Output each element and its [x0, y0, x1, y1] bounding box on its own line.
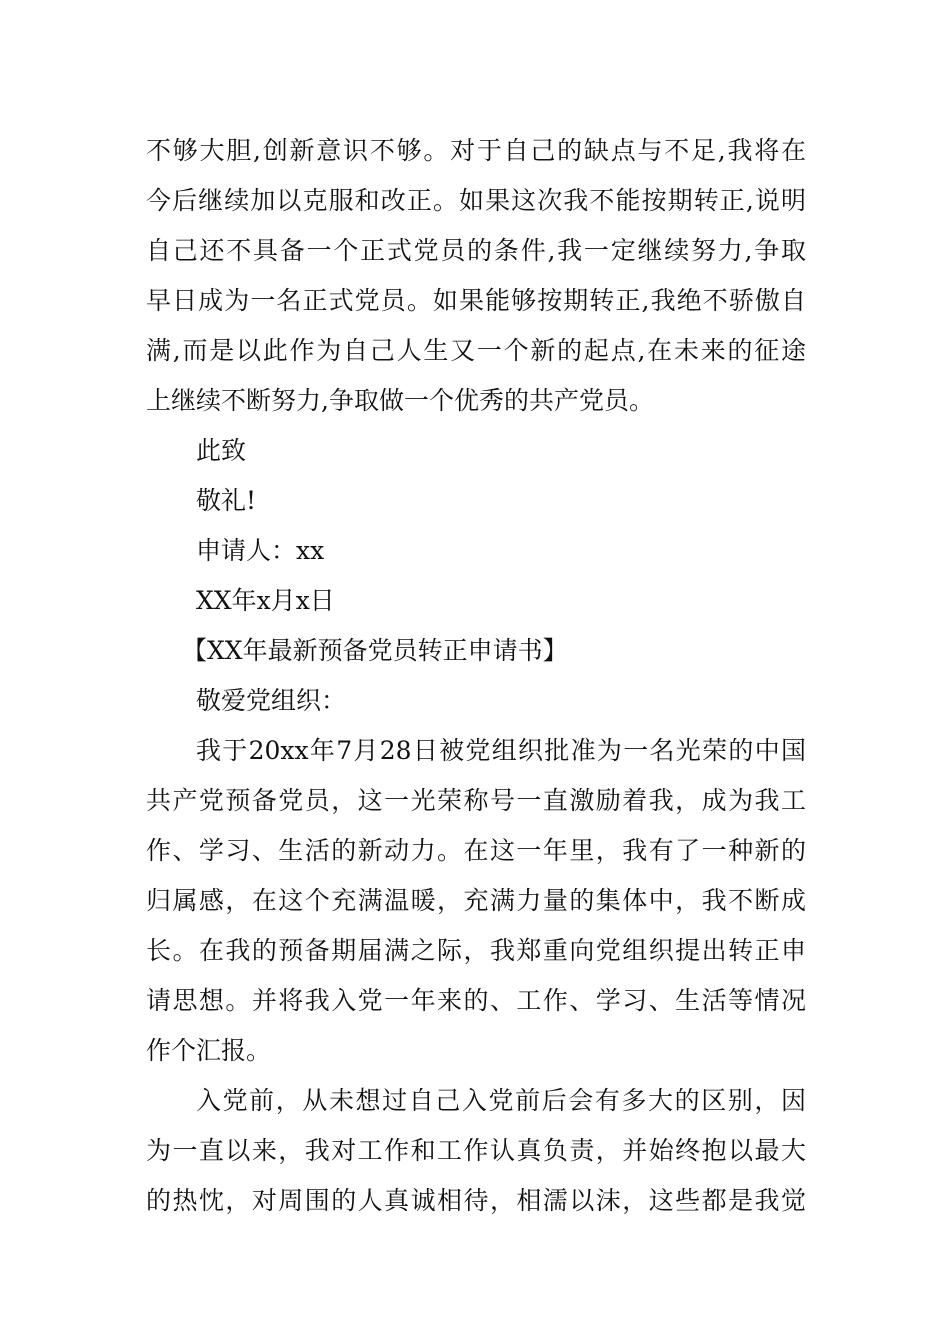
text-line: 不够大胆,创新意识不够。对于自己的缺点与不足,我将在: [146, 136, 806, 165]
closing-regards: 敬礼!: [196, 486, 257, 515]
text-line: 归属感，在这个充满温暖，充满力量的集体中，我不断成: [146, 886, 806, 915]
closing-salutation: 此致: [196, 436, 247, 465]
text-line: 作个汇报。: [146, 1036, 272, 1065]
text-line: 为一直以来，我对工作和工作认真负责，并始终抱以最大: [146, 1136, 806, 1165]
text-line: 的热忱，对周围的人真诚相待，相濡以沫，这些都是我觉: [146, 1186, 806, 1215]
text-line: 请思想。并将我入党一年来的、工作、学习、生活等情况: [146, 986, 806, 1015]
text-line: 长。在我的预备期届满之际，我郑重向党组织提出转正申: [146, 936, 806, 965]
text-line: 作、学习、生活的新动力。在这一年里，我有了一种新的: [146, 836, 806, 865]
document-date: XX年x月x日: [196, 586, 335, 615]
text-line: 入党前，从未想过自己入党前后会有多大的区别，因: [196, 1086, 806, 1115]
text-line: 早日成为一名正式党员。如果能够按期转正,我绝不骄傲自: [146, 286, 806, 315]
text-line: 今后继续加以克服和改正。如果这次我不能按期转正,说明: [146, 186, 806, 215]
section-title: 【XX年最新预备党员转正申请书】: [182, 636, 568, 665]
text-line: 我于20xx年7月28日被党组织批准为一名光荣的中国: [196, 736, 806, 765]
text-line: 满,而是以此作为自己人生又一个新的起点,在未来的征途: [146, 336, 806, 365]
text-line: 共产党预备党员，这一光荣称号一直激励着我，成为我工: [146, 786, 806, 815]
greeting: 敬爱党组织：: [196, 686, 347, 715]
applicant-signature: 申请人：xx: [196, 536, 325, 565]
text-line: 上继续不断努力,争取做一个优秀的共产党员。: [146, 386, 654, 415]
text-line: 自己还不具备一个正式党员的条件,我一定继续努力,争取: [146, 236, 806, 265]
